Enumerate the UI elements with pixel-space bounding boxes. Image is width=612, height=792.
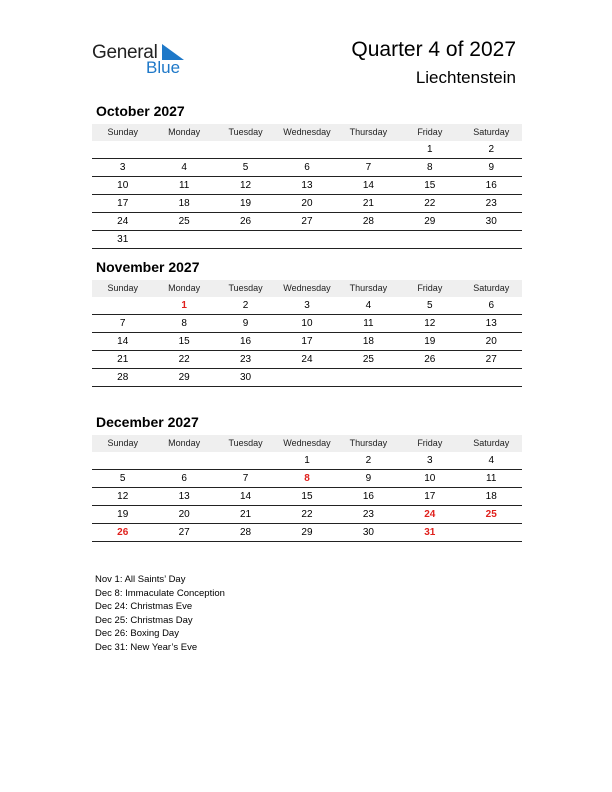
- weekday-header: Tuesday: [228, 438, 263, 448]
- day-cell: 23: [362, 509, 374, 520]
- weekday-header: Sunday: [107, 127, 138, 137]
- day-cell: [276, 141, 337, 158]
- week-row: [92, 212, 522, 230]
- day-cell: 7: [365, 162, 372, 173]
- holiday-notes: [95, 573, 225, 654]
- day-cell: 9: [488, 162, 495, 173]
- day-cell: 21: [239, 509, 252, 520]
- day-cell: 2: [365, 455, 372, 466]
- day-cell: 8: [181, 318, 187, 329]
- day-cell: 3: [304, 300, 310, 311]
- day-cell: 12: [424, 318, 436, 329]
- logo-text-general: General: [92, 42, 158, 63]
- holiday-note: Dec 26: Boxing Day: [95, 628, 179, 639]
- day-cell: 11: [363, 318, 374, 329]
- day-cell-holiday: 26: [117, 527, 129, 538]
- day-cell-holiday: 25: [485, 509, 497, 520]
- weekday-header: Thursday: [349, 438, 388, 448]
- day-cell: [461, 369, 522, 386]
- weekday-header-row: [92, 280, 522, 297]
- day-cell: [276, 369, 337, 386]
- day-cell: [399, 231, 460, 248]
- day-cell: 28: [117, 372, 129, 383]
- day-cell: 14: [117, 336, 129, 347]
- weekday-header: Monday: [168, 438, 201, 448]
- weekday-header: Tuesday: [228, 283, 263, 293]
- day-cell: 16: [239, 336, 252, 347]
- weekday-header: Friday: [417, 438, 443, 448]
- day-cell: 24: [117, 216, 129, 227]
- day-cell: 4: [181, 162, 187, 173]
- day-cell: 30: [239, 372, 252, 383]
- day-cell: 27: [485, 354, 497, 365]
- day-cell: [338, 141, 399, 158]
- holiday-note: Dec 24: Christmas Eve: [95, 601, 193, 612]
- day-cell: 22: [301, 509, 313, 520]
- day-cell: 12: [239, 180, 252, 191]
- day-cell: [338, 231, 399, 248]
- day-cell: 26: [239, 216, 252, 227]
- day-cell: 16: [485, 180, 497, 191]
- weekday-header: Monday: [168, 127, 201, 137]
- logo-text-blue: Blue: [146, 58, 181, 77]
- day-cell: [338, 369, 399, 386]
- logo: [92, 40, 212, 80]
- day-cell: 3: [427, 455, 433, 466]
- day-cell: 20: [485, 336, 497, 347]
- day-cell: [92, 297, 153, 314]
- day-cell: 13: [178, 491, 190, 502]
- week-row: [92, 505, 522, 523]
- week-row: [92, 230, 522, 249]
- weekday-header: Friday: [417, 283, 443, 293]
- day-cell: 19: [424, 336, 436, 347]
- day-cell: [92, 141, 153, 158]
- day-cell: 9: [365, 473, 372, 484]
- day-cell: 5: [119, 473, 126, 484]
- day-cell: [276, 231, 337, 248]
- week-row: [92, 297, 522, 314]
- day-cell: 13: [301, 180, 313, 191]
- weekday-header: Sunday: [107, 283, 138, 293]
- weekday-header-row: [92, 435, 522, 452]
- day-cell: [153, 452, 214, 469]
- week-row: [92, 350, 522, 368]
- week-row: [92, 523, 522, 542]
- day-cell: 30: [362, 527, 374, 538]
- day-cell: 26: [424, 354, 436, 365]
- day-cell: 17: [301, 336, 313, 347]
- day-cell: 29: [301, 527, 313, 538]
- week-row: [92, 194, 522, 212]
- day-cell: 15: [178, 336, 190, 347]
- day-cell: [461, 231, 522, 248]
- month-november: [92, 259, 522, 387]
- day-cell: 10: [301, 318, 313, 329]
- holiday-note: Dec 31: New Year’s Eve: [95, 641, 198, 653]
- month-october: [92, 103, 522, 249]
- day-cell-holiday: 24: [424, 509, 436, 520]
- day-cell: 23: [239, 354, 252, 365]
- day-cell: 14: [362, 180, 374, 191]
- holiday-note: Dec 25: Christmas Day: [95, 614, 193, 626]
- day-cell: 19: [117, 509, 129, 520]
- day-cell: 19: [239, 198, 252, 209]
- weekday-header: Wednesday: [283, 438, 331, 448]
- day-cell: 25: [362, 354, 374, 365]
- weekday-header: Thursday: [349, 127, 388, 137]
- day-cell: 18: [178, 198, 190, 209]
- day-cell: 31: [117, 234, 129, 245]
- day-cell: 22: [178, 354, 190, 365]
- day-cell: 20: [301, 198, 313, 209]
- day-cell: 28: [362, 216, 374, 227]
- day-cell: 5: [427, 300, 433, 311]
- weekday-header: Monday: [168, 283, 201, 293]
- day-cell: 18: [485, 491, 497, 502]
- day-cell: 9: [242, 318, 249, 329]
- weekday-header: Saturday: [473, 438, 510, 448]
- month-title: December 2027: [96, 414, 199, 430]
- week-row: [92, 452, 522, 469]
- weekday-header: Saturday: [473, 127, 510, 137]
- day-cell: 13: [485, 318, 497, 329]
- day-cell: 8: [427, 162, 433, 173]
- day-cell-holiday: 1: [181, 300, 187, 311]
- day-cell: 25: [178, 216, 190, 227]
- weekday-header: Thursday: [349, 283, 388, 293]
- day-cell: 7: [242, 473, 249, 484]
- weekday-header: Friday: [417, 127, 443, 137]
- day-cell: 23: [485, 198, 497, 209]
- day-cell: [215, 231, 276, 248]
- day-cell: 6: [304, 162, 310, 173]
- week-row: [92, 141, 522, 158]
- week-row: [92, 332, 522, 350]
- day-cell: 29: [178, 372, 190, 383]
- day-cell: 15: [301, 491, 313, 502]
- day-cell: 3: [119, 162, 126, 173]
- day-cell: 24: [301, 354, 313, 365]
- day-cell: 1: [427, 144, 433, 155]
- day-cell: 2: [488, 144, 495, 155]
- day-cell: 14: [239, 491, 252, 502]
- day-cell: 20: [178, 509, 190, 520]
- day-cell: 15: [424, 180, 436, 191]
- day-cell: 6: [488, 300, 495, 311]
- holiday-note: Nov 1: All Saints’ Day: [95, 574, 186, 585]
- month-title: October 2027: [96, 103, 185, 119]
- day-cell-holiday: 31: [424, 527, 436, 538]
- day-cell: 21: [117, 354, 129, 365]
- weekday-header: Saturday: [473, 283, 510, 293]
- day-cell-holiday: 8: [304, 473, 310, 484]
- day-cell: 22: [424, 198, 436, 209]
- day-cell: 4: [488, 455, 495, 466]
- day-cell: [153, 141, 214, 158]
- month-december: [92, 414, 522, 542]
- day-cell: 30: [485, 216, 497, 227]
- day-cell: 1: [304, 455, 310, 466]
- day-cell: 11: [486, 473, 497, 484]
- day-cell: 2: [242, 300, 249, 311]
- week-row: [92, 487, 522, 505]
- week-row: [92, 368, 522, 387]
- week-row: [92, 158, 522, 176]
- day-cell: 6: [181, 473, 187, 484]
- weekday-header: Tuesday: [228, 127, 263, 137]
- day-cell: 28: [239, 527, 252, 538]
- day-cell: 11: [178, 180, 190, 191]
- day-cell: [399, 369, 460, 386]
- day-cell: [461, 524, 522, 541]
- day-cell: 16: [362, 491, 374, 502]
- quarter-title: Quarter 4 of 2027: [351, 38, 516, 61]
- week-row: [92, 314, 522, 332]
- weekday-header-row: [92, 124, 522, 141]
- weekday-header: Wednesday: [283, 283, 331, 293]
- day-cell: 21: [362, 198, 374, 209]
- day-cell: 10: [117, 180, 129, 191]
- day-cell: 12: [117, 491, 129, 502]
- holiday-note: Dec 8: Immaculate Conception: [95, 587, 225, 599]
- day-cell: [92, 452, 153, 469]
- country-name: Liechtenstein: [415, 68, 516, 87]
- weekday-header: Sunday: [107, 438, 138, 448]
- day-cell: 17: [117, 198, 129, 209]
- day-cell: 27: [178, 527, 190, 538]
- day-cell: 27: [301, 216, 313, 227]
- day-cell: 4: [365, 300, 372, 311]
- week-row: [92, 469, 522, 487]
- day-cell: 18: [362, 336, 374, 347]
- day-cell: [153, 231, 214, 248]
- month-title: November 2027: [96, 259, 200, 275]
- day-cell: 10: [424, 473, 436, 484]
- day-cell: 7: [119, 318, 126, 329]
- day-cell: 5: [242, 162, 249, 173]
- week-row: [92, 176, 522, 194]
- weekday-header: Wednesday: [283, 127, 331, 137]
- day-cell: [215, 141, 276, 158]
- day-cell: 29: [424, 216, 436, 227]
- day-cell: [215, 452, 276, 469]
- day-cell: 17: [424, 491, 436, 502]
